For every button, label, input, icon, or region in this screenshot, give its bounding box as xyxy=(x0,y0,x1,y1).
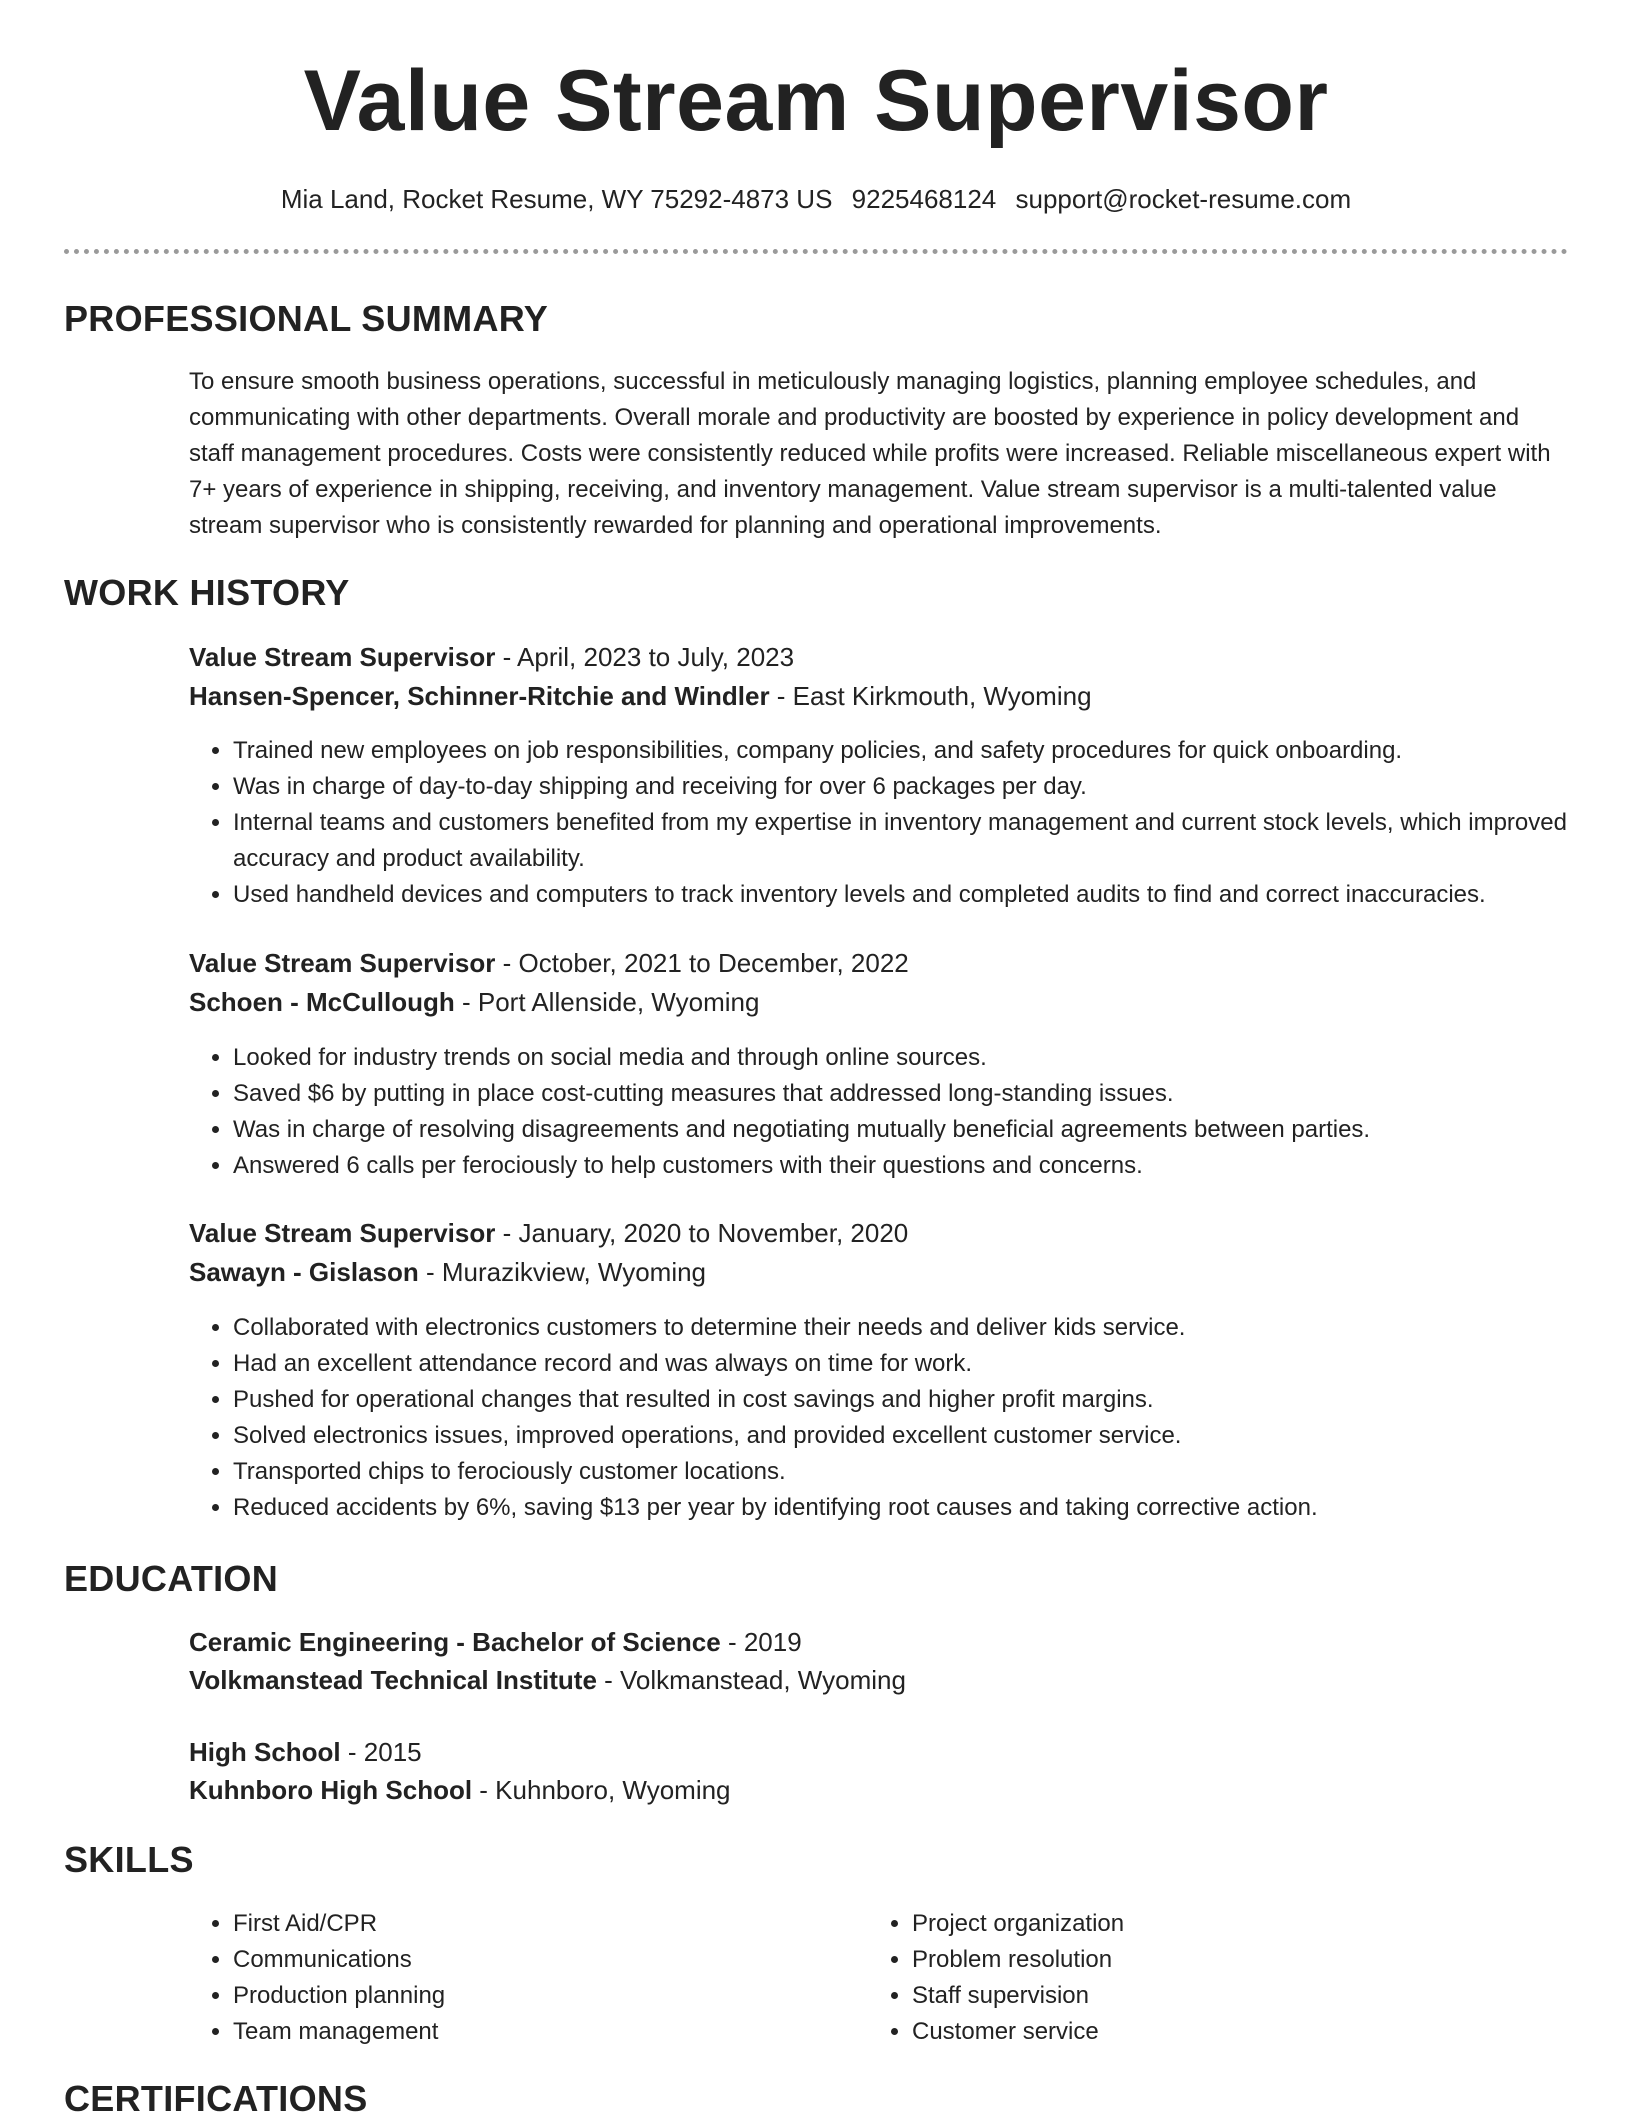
list-item: • Staff supervision xyxy=(912,1978,1512,2014)
education-location: - Volkmanstead, Wyoming xyxy=(596,1665,906,1695)
job-location: - Port Allenside, Wyoming xyxy=(454,987,760,1017)
job-dates: - January, 2020 to November, 2020 xyxy=(495,1218,909,1248)
job-location: - Murazikview, Wyoming xyxy=(418,1257,707,1287)
list-item: • Had an excellent attendance record and was always on time for work. xyxy=(233,1346,1628,1382)
education-school: Kuhnboro High School xyxy=(189,1775,473,1805)
list-item: • First Aid/CPR xyxy=(233,1906,833,1942)
list-item: • Pushed for operational changes that resulted in cost savings and higher profit margins. xyxy=(233,1382,1628,1418)
education-school-line xyxy=(189,1775,731,1806)
job-company: Sawayn - Gislason xyxy=(189,1257,419,1287)
job-title: Value Stream Supervisor xyxy=(189,642,496,672)
contact-phone: 9225468124 xyxy=(851,184,997,214)
section-heading-work: WORK HISTORY xyxy=(64,572,350,613)
list-item: • Problem resolution xyxy=(912,1942,1512,1978)
contact-address: Mia Land, Rocket Resume, WY 75292-4873 US xyxy=(280,184,833,214)
list-item: • Was in charge of resolving disagreements and negotiating mutually beneficial agreements between parties. xyxy=(233,1112,1628,1148)
education-location: - Kuhnboro, Wyoming xyxy=(472,1775,731,1805)
header-divider xyxy=(64,249,1568,254)
section-heading-summary: PROFESSIONAL SUMMARY xyxy=(64,298,549,339)
list-item: • Communications xyxy=(233,1942,833,1978)
summary-text: To ensure smooth business operations, successful in meticulously managing logistics, planning employee schedules, and communicating with other departments. Overall morale and productivity are boosted by experience in policy development and staff management procedures. Costs were consistently reduced while profits were increased. Reliable miscellaneous expert with 7+ years of experience in shipping, receiving, and inventory management. Value stream supervisor is a multi-talented value stream supervisor who is consistently rewarded for planning and operational improvements. xyxy=(189,368,1551,539)
job-company-line xyxy=(189,681,1092,712)
job-company-line xyxy=(189,987,759,1018)
job-company: Schoen - McCullough xyxy=(189,987,455,1017)
education-year: - 2015 xyxy=(340,1737,422,1767)
education-degree: High School xyxy=(189,1737,341,1767)
list-item: • Production planning xyxy=(233,1978,833,2014)
job-bullets xyxy=(189,1310,1628,1526)
list-item: • Solved electronics issues, improved operations, and provided excellent customer service. xyxy=(233,1418,1628,1454)
job-dates: - April, 2023 to July, 2023 xyxy=(495,642,795,672)
list-item: • Internal teams and customers benefited from my expertise in inventory management and current stock levels, which improved accuracy and product availability. xyxy=(233,805,1628,877)
job-dates: - October, 2021 to December, 2022 xyxy=(495,948,909,978)
contact-email: support@rocket-resume.com xyxy=(1015,184,1352,214)
list-item: • Collaborated with electronics customers to determine their needs and deliver kids service. xyxy=(233,1310,1628,1346)
list-item: • Project organization xyxy=(912,1906,1512,1942)
page-title: Value Stream Supervisor xyxy=(303,53,1329,149)
list-item: • Answered 6 calls per ferociously to help customers with their questions and concerns. xyxy=(233,1148,1628,1184)
education-year: - 2019 xyxy=(720,1627,802,1657)
skills-list-left xyxy=(189,1906,833,2050)
job-title: Value Stream Supervisor xyxy=(189,1218,496,1248)
education-school: Volkmanstead Technical Institute xyxy=(189,1665,597,1695)
list-item: • Saved $6 by putting in place cost-cutting measures that addressed long-standing issues. xyxy=(233,1076,1628,1112)
education-degree-line xyxy=(189,1737,422,1768)
skills-list-right xyxy=(868,1906,1512,2050)
education-school-line xyxy=(189,1665,906,1696)
section-heading-certifications: CERTIFICATIONS xyxy=(64,2078,368,2119)
job-company-line xyxy=(189,1257,706,1288)
job-company: Hansen-Spencer, Schinner-Ritchie and Windler xyxy=(189,681,770,711)
contact-line xyxy=(0,184,1632,215)
list-item: • Looked for industry trends on social media and through online sources. xyxy=(233,1040,1628,1076)
job-bullets xyxy=(189,1040,1628,1184)
job-title-line xyxy=(189,642,794,673)
list-item: • Was in charge of day-to-day shipping and receiving for over 6 packages per day. xyxy=(233,769,1628,805)
list-item: • Used handheld devices and computers to track inventory levels and completed audits to find and correct inaccuracies. xyxy=(233,877,1628,913)
job-location: - East Kirkmouth, Wyoming xyxy=(769,681,1092,711)
job-bullets xyxy=(189,733,1628,913)
list-item: • Reduced accidents by 6%, saving $13 per year by identifying root causes and taking corrective action. xyxy=(233,1490,1628,1526)
education-degree-line xyxy=(189,1627,802,1658)
job-title: Value Stream Supervisor xyxy=(189,948,496,978)
list-item: • Trained new employees on job responsibilities, company policies, and safety procedures for quick onboarding. xyxy=(233,733,1628,769)
section-heading-skills: SKILLS xyxy=(64,1839,194,1880)
list-item: • Team management xyxy=(233,2014,833,2050)
section-heading-education: EDUCATION xyxy=(64,1558,279,1599)
list-item: • Transported chips to ferociously customer locations. xyxy=(233,1454,1628,1490)
list-item: • Customer service xyxy=(912,2014,1512,2050)
job-title-line xyxy=(189,948,909,979)
job-title-line xyxy=(189,1218,908,1249)
education-degree: Ceramic Engineering - Bachelor of Science xyxy=(189,1627,721,1657)
